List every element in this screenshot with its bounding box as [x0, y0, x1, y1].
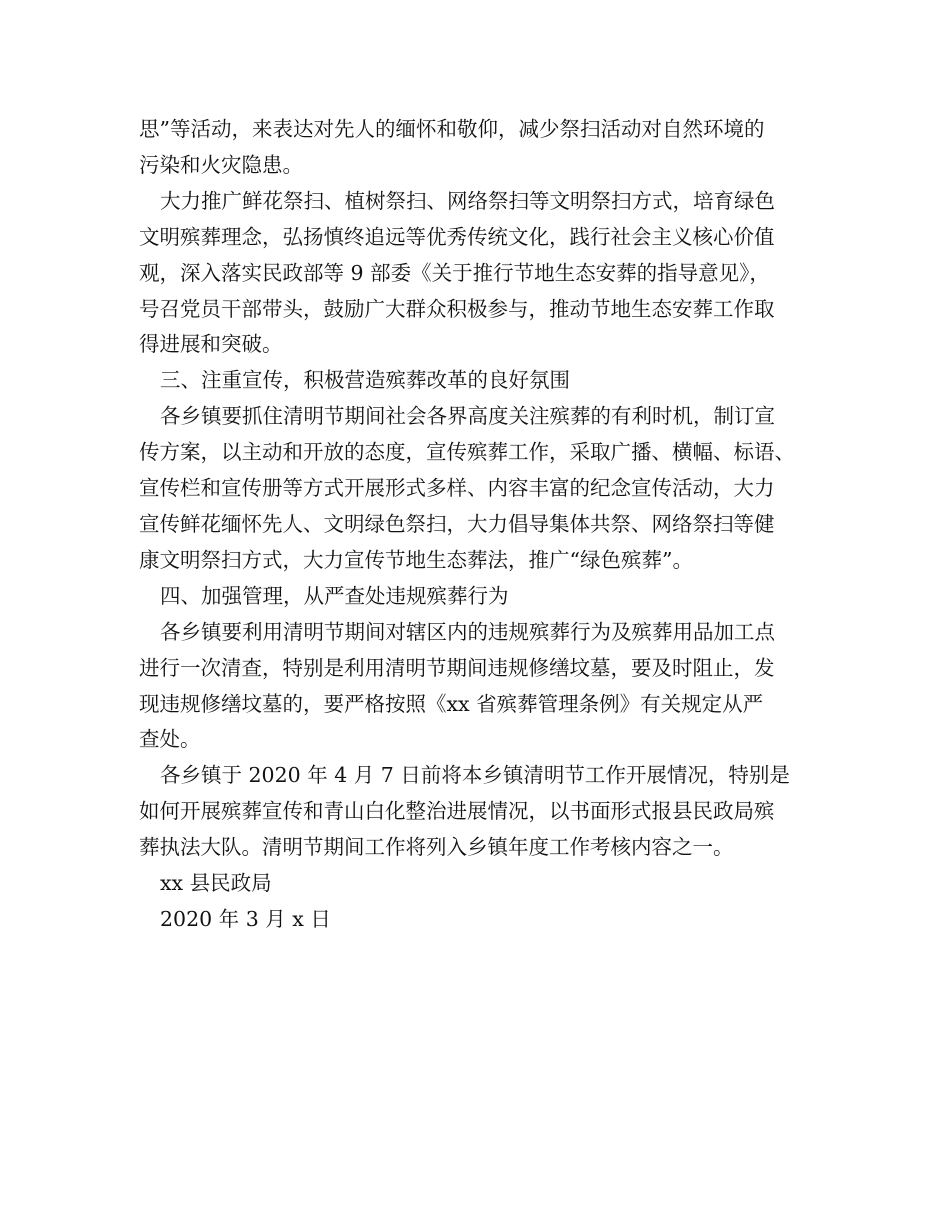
signature-date	[139, 902, 819, 938]
text-line: 思”等活动，来表达对先人的缅怀和敬仰，减少祭扫活动对自然环境的	[139, 117, 765, 141]
signature-organization	[139, 866, 819, 902]
paragraph	[139, 615, 819, 759]
text-line: 进行一次清查，特别是利用清明节期间违规修缮坟墓，要及时阻止，发	[139, 655, 775, 680]
text-line: 得进展和突破。	[139, 332, 283, 357]
text-line: 传方案，以主动和开放的态度，宣传殡葬工作，采取广播、横幅、标语、	[139, 440, 795, 465]
section-heading	[139, 363, 819, 399]
text-line: 各乡镇要利用清明节期间对辖区内的违规殡葬行为及殡葬用品加工点	[160, 619, 775, 644]
text-line: xx 县民政局	[160, 871, 272, 896]
text-line: 污染和火灾隐患。	[139, 152, 303, 177]
paragraph	[139, 112, 819, 184]
text-line: 宣传鲜花缅怀先人、文明绿色祭扫，大力倡导集体共祭、网络祭扫等健	[139, 511, 775, 536]
paragraph	[139, 184, 819, 364]
text-line: 文明殡葬理念，弘扬慎终追远等优秀传统文化，践行社会主义核心价值	[139, 224, 775, 249]
paragraph	[139, 758, 819, 866]
text-line: 宣传栏和宣传册等方式开展形式多样、内容丰富的纪念宣传活动，大力	[139, 476, 775, 501]
paragraph	[139, 399, 819, 579]
text-line: 查处。	[139, 727, 201, 752]
text-line: 号召党员干部带头，鼓励广大群众积极参与，推动节地生态安葬工作取	[139, 296, 775, 321]
text-line: 大力推广鲜花祭扫、植树祭扫、网络祭扫等文明祭扫方式，培育绿色	[160, 188, 775, 213]
text-line: 葬执法大队。清明节期间工作将列入乡镇年度工作考核内容之一。	[139, 835, 734, 860]
text-line: 如何开展殡葬宣传和青山白化整治进展情况，以书面形式报县民政局殡	[139, 799, 775, 824]
text-line: 各乡镇于 2020 年 4 月 7 日前将本乡镇清明节工作开展情况，特别是	[160, 763, 790, 788]
text-line: 现违规修缮坟墓的，要严格按照《xx 省殡葬管理条例》有关规定从严	[139, 691, 764, 716]
text-line: 三、注重宣传，积极营造殡葬改革的良好氛围	[160, 368, 570, 393]
text-line: 四、加强管理，从严查处违规殡葬行为	[160, 583, 509, 608]
section-heading	[139, 579, 819, 615]
text-line: 2020 年 3 月 x 日	[160, 906, 331, 931]
text-line: 康文明祭扫方式，大力宣传节地生态葬法，推广“绿色殡葬”。	[139, 547, 693, 572]
text-line: 观，深入落实民政部等 9 部委《关于推行节地生态安葬的指导意见》，	[139, 260, 770, 285]
text-line: 各乡镇要抓住清明节期间社会各界高度关注殡葬的有利时机，制订宣	[160, 404, 775, 429]
document-body	[139, 112, 819, 938]
